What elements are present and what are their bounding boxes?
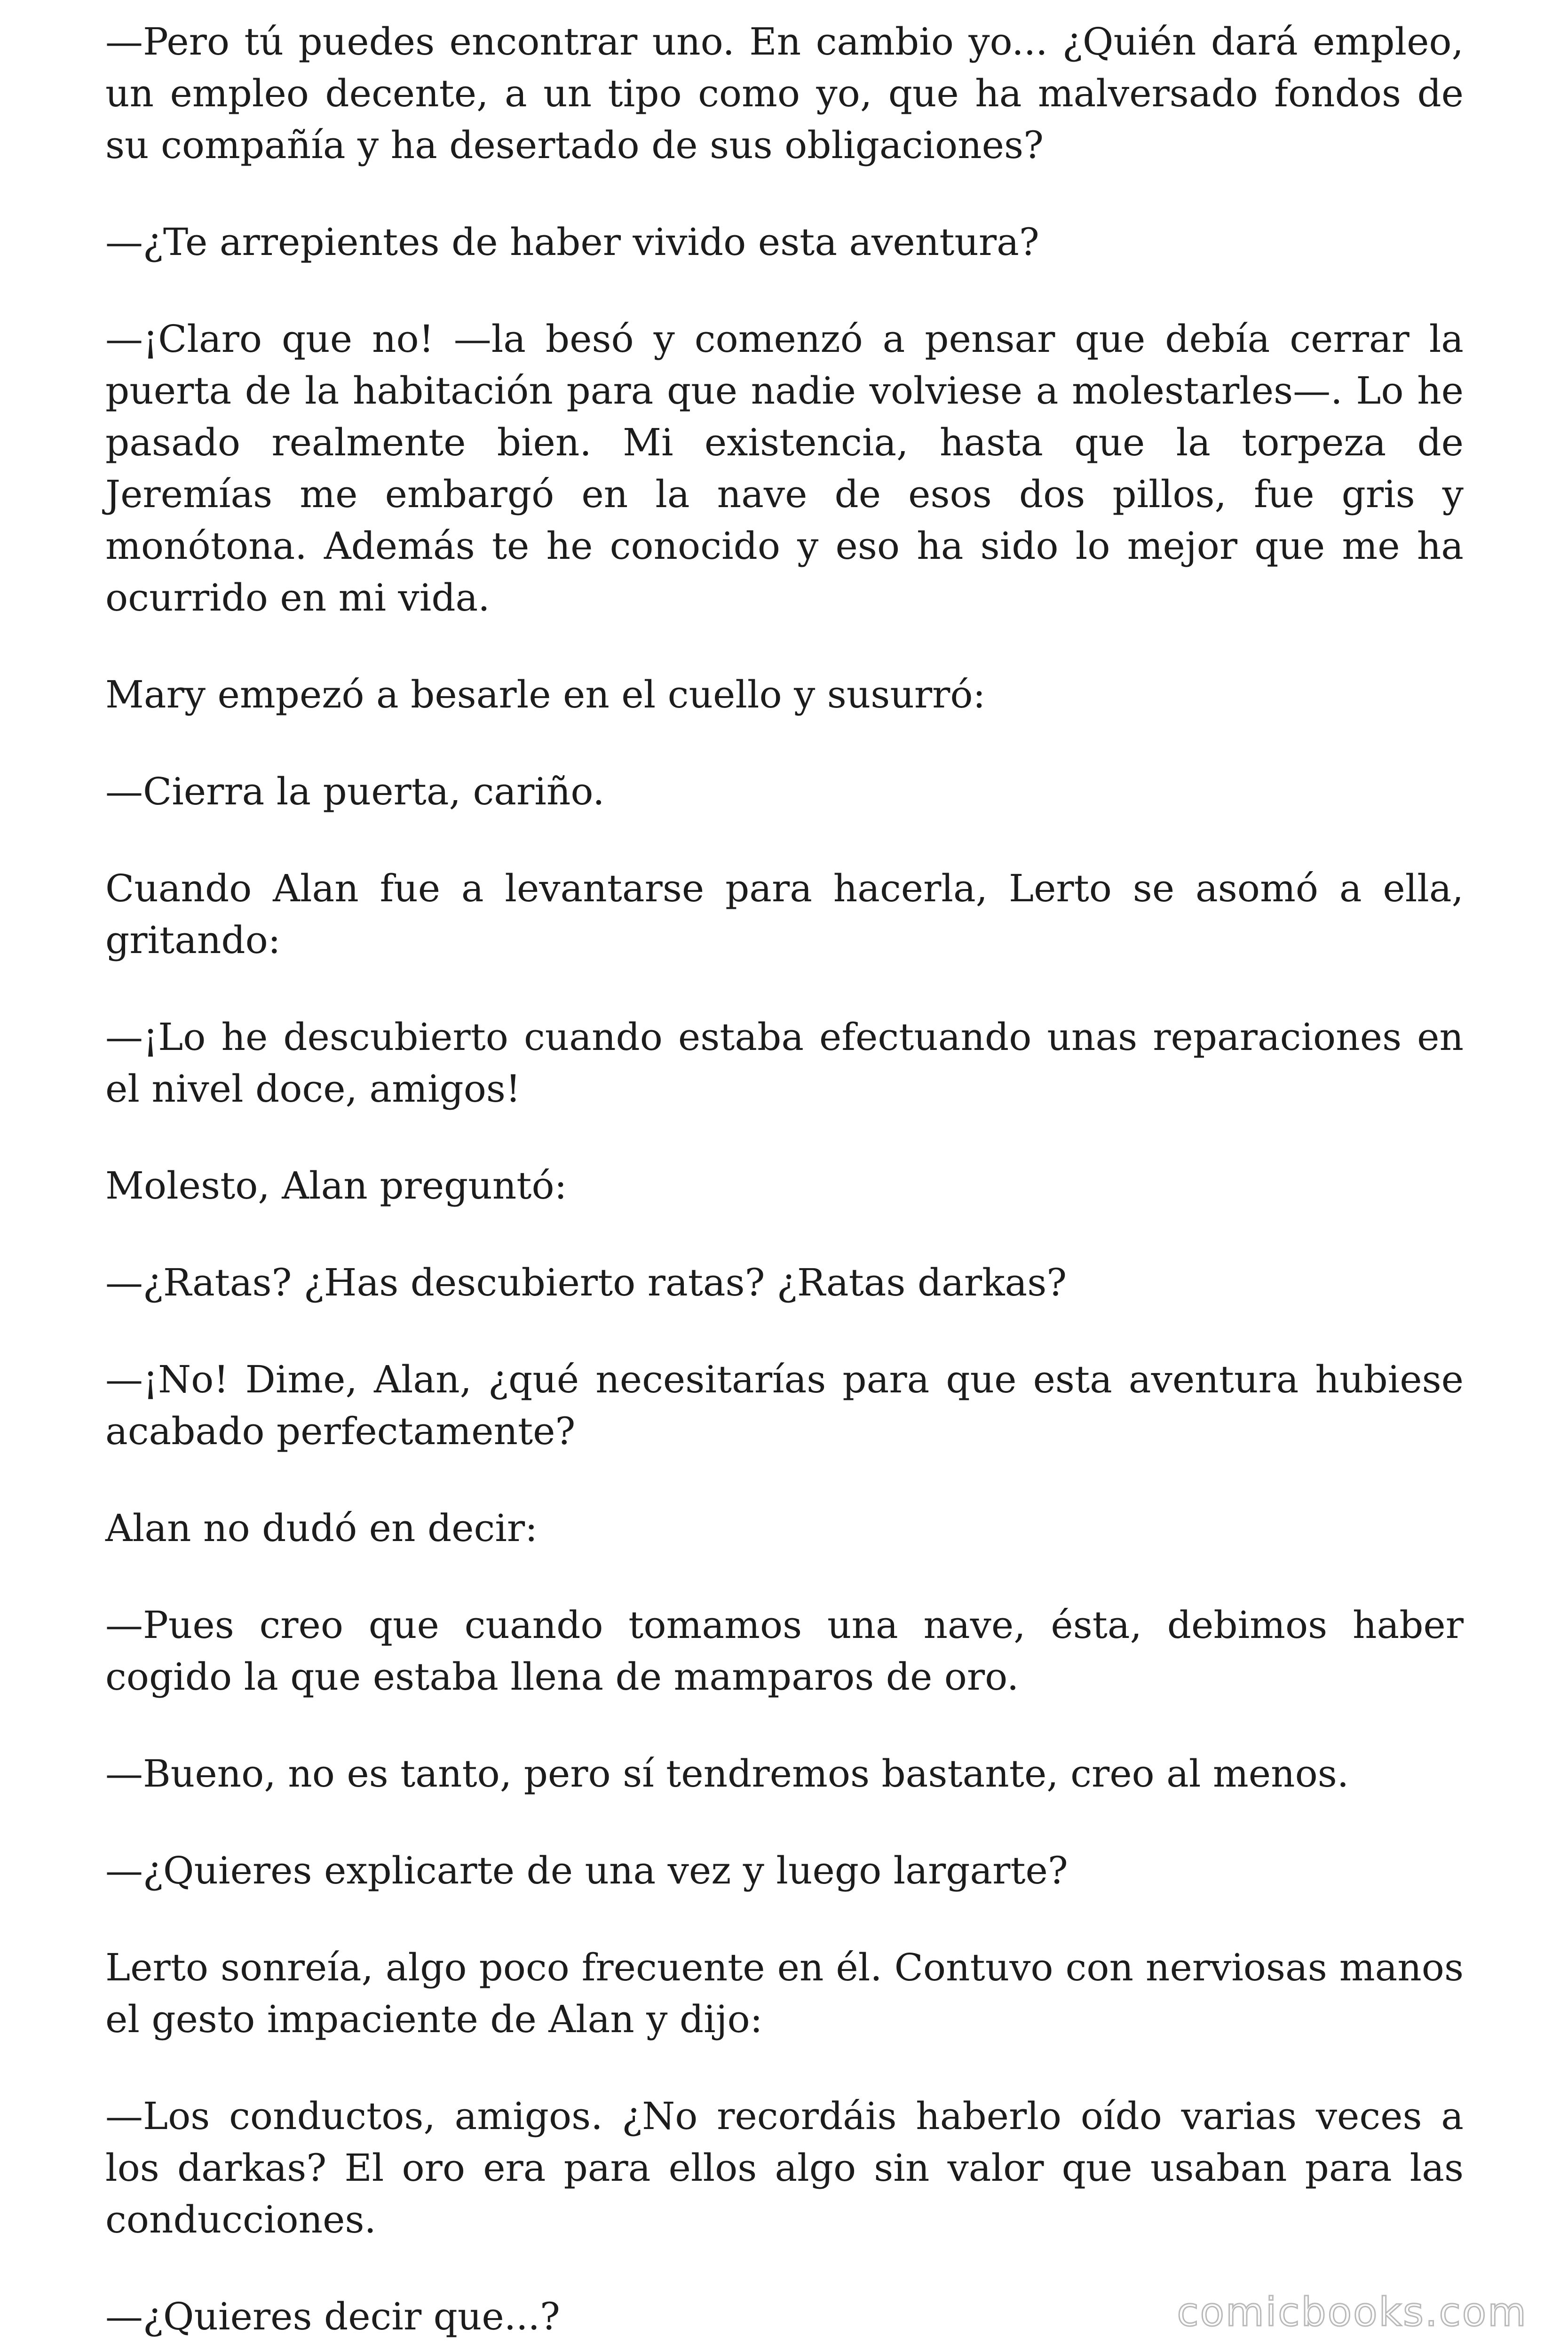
paragraph: —¿Quieres decir que...? bbox=[105, 2295, 560, 2338]
paragraph: —Bueno, no es tanto, pero sí tendremos bastante, creo al menos. bbox=[105, 1752, 1349, 1796]
paragraph: —Pues creo que cuando tomamos una nave, ésta, debimos haber cogido la que estaba llena de mamparos de oro. bbox=[105, 1603, 1464, 1699]
paragraph: Alan no dudó en decir: bbox=[105, 1506, 538, 1550]
paragraph: —¡Claro que no! —la besó y comenzó a pensar que debía cerrar la puerta de la habitación para que nadie volviese a molestarles—. Lo he pasado realmente bien. Mi existencia, hasta que la torpeza de Jeremías me embargó en la nave de esos dos pillos, fue gris y monótona. Además te he conocido y eso ha sido lo mejor que me ha ocurrido en mi vida. bbox=[105, 317, 1464, 620]
paragraph: —Pero tú puedes encontrar uno. En cambio yo... ¿Quién dará empleo, un empleo decente, a un tipo como yo, que ha malversado fondos de su compañía y ha desertado de sus obligaciones? bbox=[105, 20, 1464, 167]
paragraph: —Cierra la puerta, cariño. bbox=[105, 770, 605, 813]
paragraph: Molesto, Alan preguntó: bbox=[105, 1164, 567, 1208]
watermark-logo: comicbooks.com bbox=[1177, 2289, 1528, 2335]
paragraph: Lerto sonreía, algo poco frecuente en él. Contuvo con nerviosas manos el gesto impaciente de Alan y dijo: bbox=[105, 1946, 1464, 2041]
paragraph: —¿Ratas? ¿Has descubierto ratas? ¿Ratas darkas? bbox=[105, 1261, 1067, 1304]
paragraph: Cuando Alan fue a levantarse para hacerla, Lerto se asomó a ella, gritando: bbox=[105, 866, 1464, 962]
paragraph: —¿Te arrepientes de haber vivido esta aventura? bbox=[105, 220, 1039, 264]
paragraph: —Los conductos, amigos. ¿No recordáis haberlo oído varias veces a los darkas? El oro era para ellos algo sin valor que usaban para las conducciones. bbox=[105, 2094, 1464, 2241]
paragraph: Mary empezó a besarle en el cuello y susurró: bbox=[105, 673, 986, 716]
paragraph: —¡No! Dime, Alan, ¿qué necesitarías para que esta aventura hubiese acabado perfectamente? bbox=[105, 1358, 1464, 1453]
page-text bbox=[105, 16, 1464, 2352]
paragraph: —¿Quieres explicarte de una vez y luego largarte? bbox=[105, 1849, 1068, 1892]
paragraph: —¡Lo he descubierto cuando estaba efectuando unas reparaciones en el nivel doce, amigos! bbox=[105, 1015, 1464, 1111]
